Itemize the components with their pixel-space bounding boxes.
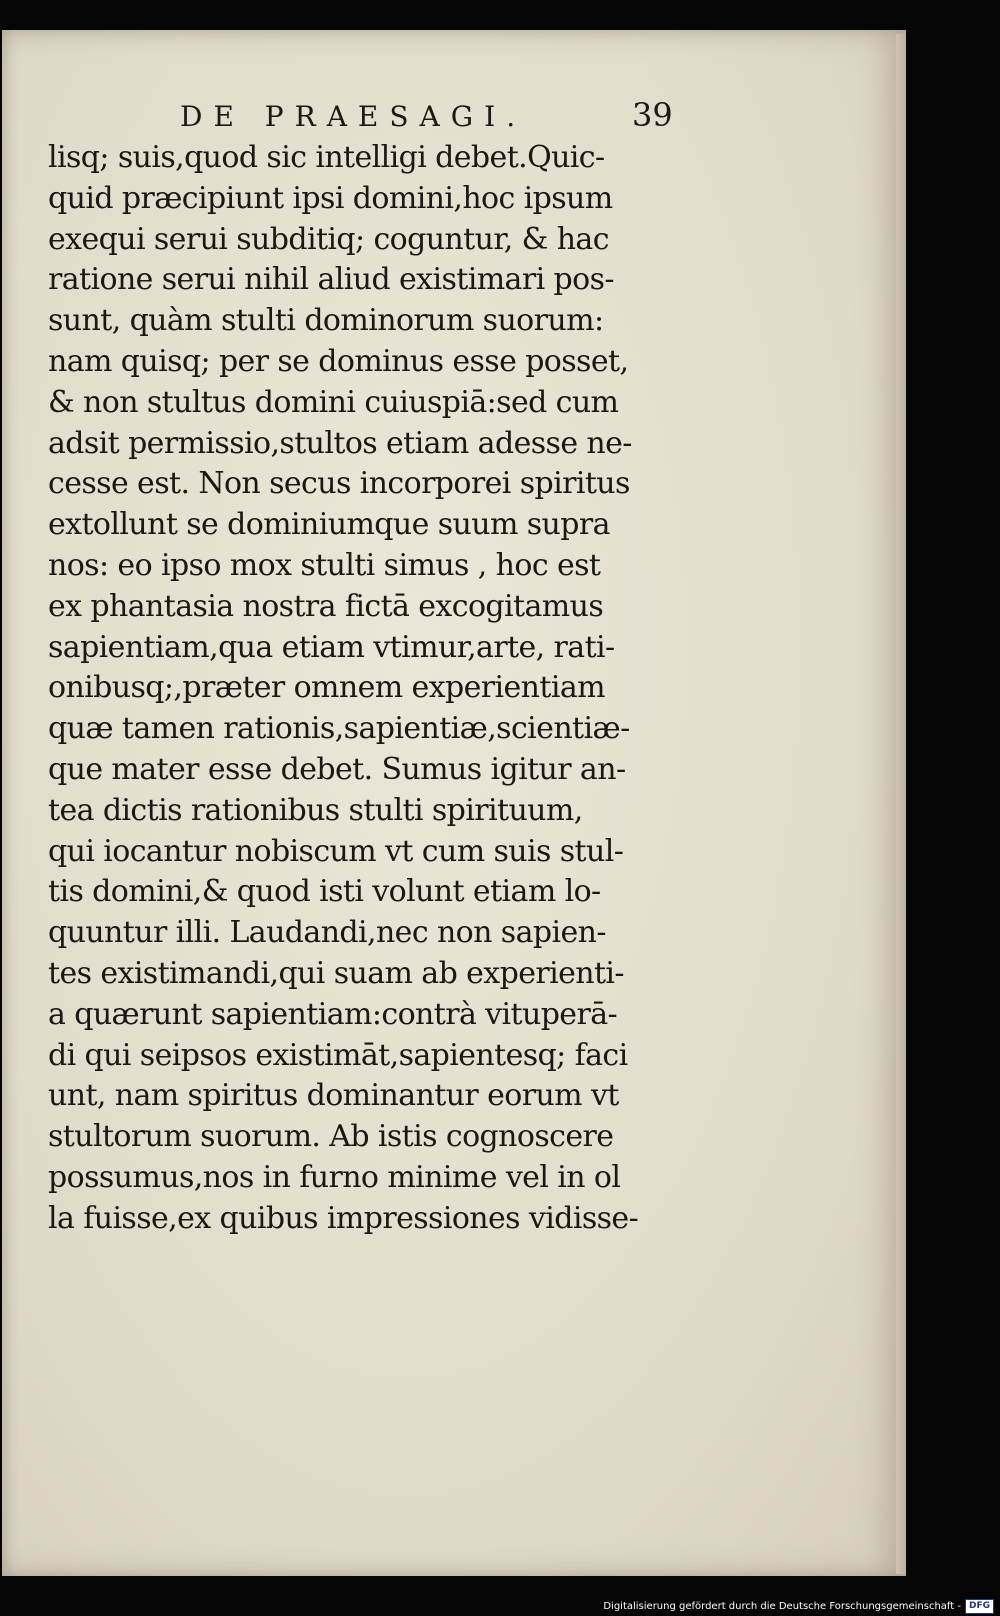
running-head-title: DE PRAESAGI.: [180, 100, 527, 133]
running-head: [180, 96, 680, 140]
text-line: extollunt se dominiumque suum supra: [48, 507, 610, 543]
text-line: onibusq;,præter omnem experientiam: [48, 670, 605, 706]
text-line: exequi serui subditiq; coguntur, & hac: [48, 221, 609, 257]
text-line: nos: eo ipso mox stulti simus , hoc est: [48, 547, 601, 583]
digitization-credit: [603, 1598, 994, 1614]
text-line: unt, nam spiritus dominantur eorum vt: [48, 1078, 619, 1114]
text-line: & non stultus domini cuiuspiā:sed cum: [48, 384, 619, 420]
text-line: adsit permissio,stultos etiam adesse ne-: [48, 425, 632, 461]
text-line: a quærunt sapientiam:contrà vituperā-: [48, 996, 618, 1032]
text-line: stultorum suorum. Ab istis cognoscere: [48, 1119, 614, 1155]
text-line: sunt, quàm stulti dominorum suorum:: [48, 303, 604, 339]
text-line: cesse est. Non secus incorporei spiritus: [48, 466, 630, 502]
text-line: que mater esse debet. Sumus igitur an-: [48, 751, 626, 787]
text-line: tis domini,& quod isti volunt etiam lo-: [48, 874, 601, 910]
text-line: qui iocantur nobiscum vt cum suis stul-: [48, 833, 624, 869]
text-line: ex phantasia nostra fictā excogitamus: [48, 588, 604, 624]
page-number: 39: [632, 96, 673, 134]
credit-text: Digitalisierung gefördert durch die Deutsche Forschungsgemeinschaft -: [603, 1600, 961, 1612]
text-line: sapientiam,qua etiam vtimur,arte, rati-: [48, 629, 615, 665]
page-edge: [896, 34, 906, 1574]
text-line: possumus,nos in furno minime vel in ol: [48, 1159, 621, 1195]
text-line: quid præcipiunt ipsi domini,hoc ipsum: [48, 180, 613, 216]
text-line: quæ tamen rationis,sapientiæ,scientiæ-: [48, 711, 630, 747]
text-line: nam quisq; per se dominus esse posset,: [48, 343, 629, 379]
body-text: [48, 138, 688, 1240]
dfg-logo: DFG: [965, 1599, 994, 1614]
text-line: tea dictis rationibus stulti spirituum,: [48, 792, 583, 828]
text-line: tes existimandi,qui suam ab experienti-: [48, 955, 624, 991]
text-line: di qui seipsos existimāt,sapientesq; faci: [48, 1037, 628, 1073]
text-line: ratione serui nihil aliud existimari pos-: [48, 262, 614, 298]
text-line: la fuisse,ex quibus impressiones vidisse-: [48, 1200, 639, 1236]
text-line: quuntur illi. Laudandi,nec non sapien-: [48, 915, 606, 951]
text-line: lisq; suis,quod sic intelligi debet.Quic-: [48, 140, 605, 175]
